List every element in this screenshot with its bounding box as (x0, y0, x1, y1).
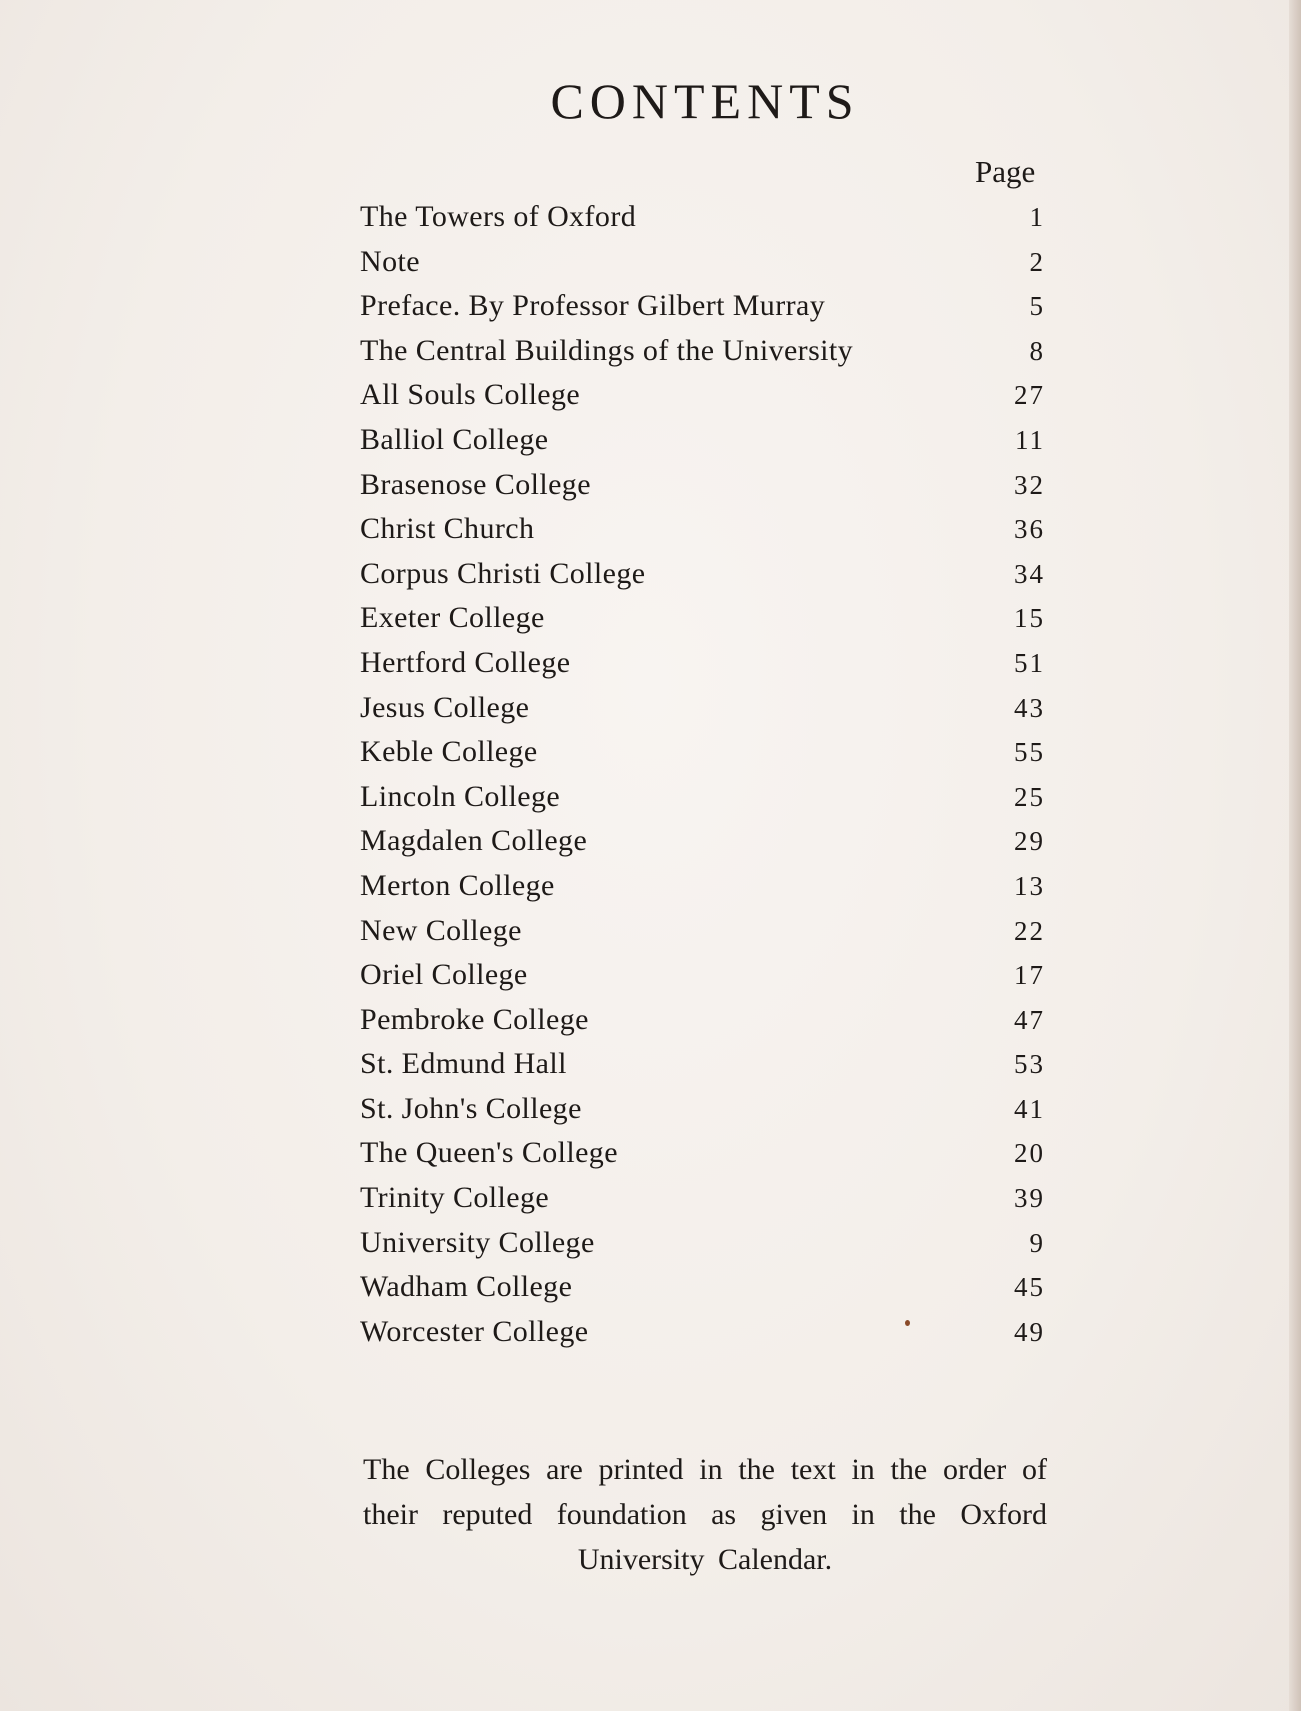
toc-entry-title: Exeter College (360, 601, 545, 635)
toc-entry-title: University College (360, 1225, 595, 1259)
toc-entry-page: 29 (1014, 826, 1045, 857)
page-title: CONTENTS (550, 73, 860, 129)
toc-entry-page: 41 (1014, 1093, 1045, 1124)
toc-entry-title: Christ Church (360, 512, 535, 546)
toc-entry-title: The Towers of Oxford (360, 200, 637, 233)
toc-entry (360, 1092, 1045, 1137)
toc-entry (360, 334, 1045, 379)
toc-entry-title: St. John's College (360, 1091, 582, 1125)
toc-entry-page: 17 (1014, 960, 1045, 991)
toc-entry-title: Worcester College (360, 1314, 589, 1348)
toc-entry-page: 43 (1014, 692, 1045, 723)
toc-entry-title: Wadham College (360, 1270, 573, 1304)
toc-entry-page: 15 (1014, 603, 1045, 634)
toc-entry (360, 601, 1045, 646)
toc-entry-title: Oriel College (360, 958, 528, 992)
footnote: The Colleges are printed in the text in the order of their reputed foundation as given in the Oxford University Calendar. (363, 1453, 1047, 1576)
toc-entry (360, 780, 1045, 825)
toc-entry (360, 200, 1045, 245)
page-edge (1289, 0, 1301, 1711)
toc-entry (360, 1136, 1045, 1181)
toc-entry-page: 32 (1014, 469, 1045, 500)
toc-entry (360, 958, 1045, 1003)
toc-entry (360, 289, 1045, 334)
toc-entry-title: All Souls College (360, 378, 581, 412)
toc-entry (360, 423, 1045, 468)
toc-entry (360, 824, 1045, 869)
toc-entry-title: Brasenose College (360, 467, 591, 501)
toc-entry-page: 55 (1014, 737, 1045, 768)
toc-entry-page: 49 (1014, 1316, 1045, 1347)
toc-entry (360, 557, 1045, 602)
toc-entry-title: The Central Buildings of the University (360, 333, 854, 367)
toc-entry (360, 378, 1045, 423)
toc-entry-page: 51 (1014, 647, 1045, 678)
toc-entry-page: 25 (1014, 781, 1045, 812)
toc-entry (360, 646, 1045, 691)
toc-entry-title: Keble College (360, 735, 538, 769)
toc-entry (360, 245, 1045, 290)
toc-entry-page: 34 (1014, 558, 1045, 589)
ink-speck (905, 1320, 910, 1326)
toc-entry-page: 20 (1014, 1138, 1045, 1169)
toc-entry-title: Hertford College (360, 645, 571, 679)
toc-entry (360, 1315, 1045, 1360)
toc-entry-title: Corpus Christi College (360, 556, 646, 590)
toc-entry-page: 39 (1014, 1183, 1045, 1214)
toc-entry-title: Pembroke College (360, 1002, 589, 1036)
toc-entry-title: Merton College (360, 868, 555, 902)
toc-entry-page: 45 (1014, 1272, 1045, 1303)
toc-entry (360, 468, 1045, 513)
toc-entry-title: Lincoln College (360, 779, 561, 813)
toc-entry (360, 1047, 1045, 1092)
toc-entry-page: 22 (1014, 915, 1045, 946)
toc-entry-page: 9 (1029, 1227, 1045, 1258)
page-column-header: Page (975, 154, 1036, 189)
toc-entry-title: St. Edmund Hall (360, 1047, 567, 1081)
toc-entry-title: New College (360, 913, 522, 947)
toc-entry (360, 914, 1045, 959)
toc-entry (360, 512, 1045, 557)
toc-entry-page: 36 (1014, 514, 1045, 545)
toc-entry (360, 691, 1045, 736)
toc-entry-page: 2 (1029, 246, 1045, 277)
toc-entry-title: Magdalen College (360, 824, 588, 858)
toc-entry (360, 735, 1045, 780)
toc-entry-page: 27 (1014, 380, 1045, 411)
toc-entry-page: 8 (1029, 335, 1045, 366)
toc-entry (360, 1270, 1045, 1315)
toc-entry (360, 869, 1045, 914)
toc-entry-page: 11 (1015, 424, 1045, 455)
toc-entry-page: 1 (1029, 202, 1045, 232)
toc-entry-title: Trinity College (360, 1181, 550, 1215)
table-of-contents (360, 200, 1045, 1359)
toc-entry-title: The Queen's College (360, 1136, 618, 1170)
toc-entry-page: 47 (1014, 1004, 1045, 1035)
toc-entry-page: 13 (1014, 870, 1045, 901)
toc-entry-title: Balliol College (360, 422, 549, 456)
toc-entry-title: Note (360, 244, 420, 278)
toc-entry-title: Jesus College (360, 690, 530, 724)
toc-entry-title: Preface. By Professor Gilbert Murray (360, 289, 826, 323)
toc-entry-page: 53 (1014, 1049, 1045, 1080)
toc-entry (360, 1226, 1045, 1271)
toc-entry (360, 1181, 1045, 1226)
toc-entry (360, 1003, 1045, 1048)
toc-entry-page: 5 (1029, 291, 1045, 322)
